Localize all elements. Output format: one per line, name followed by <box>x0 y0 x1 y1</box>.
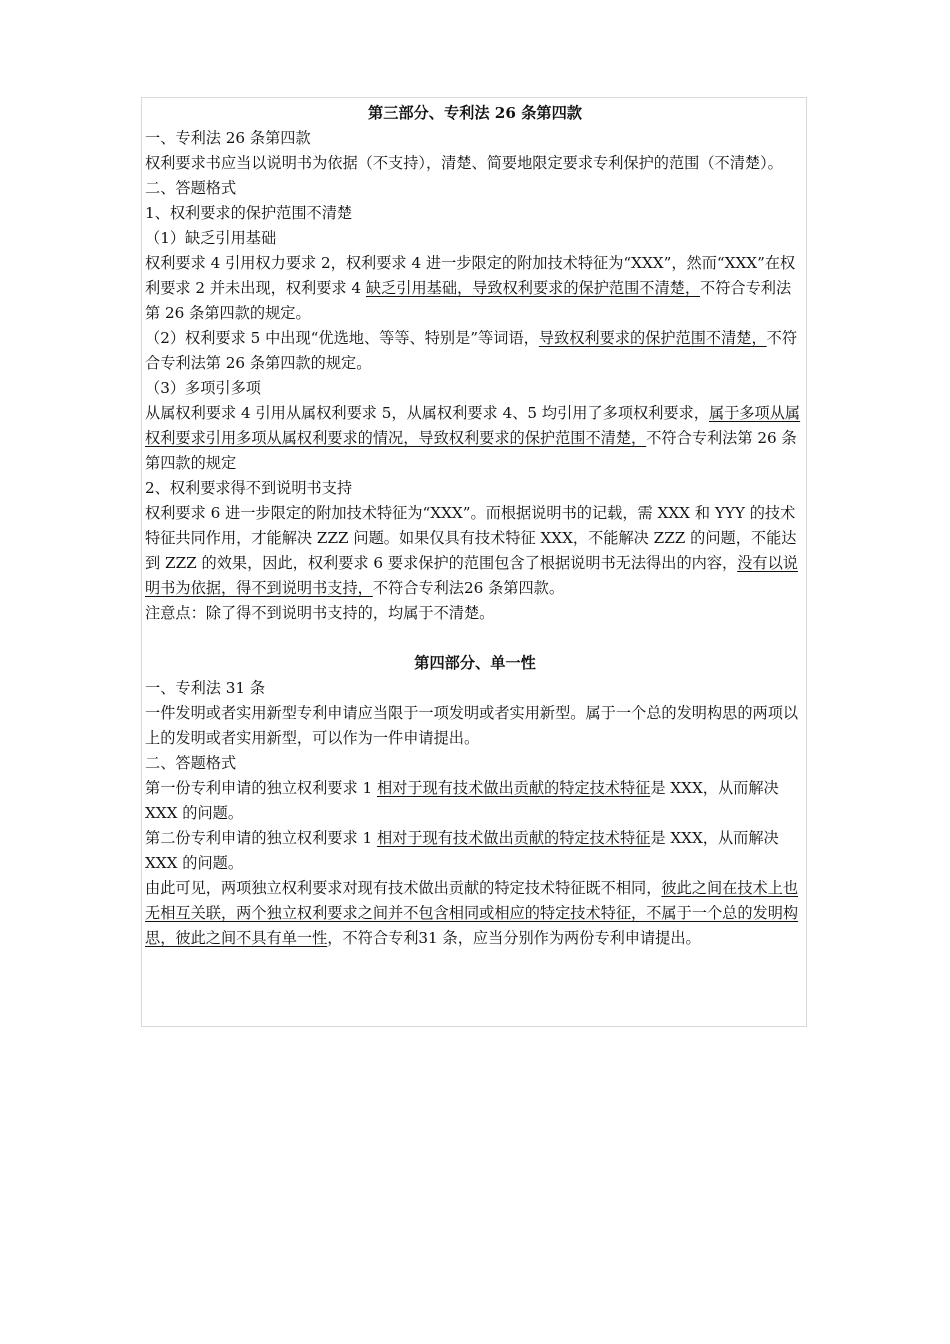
part3-case1-heading: （1）缺乏引用基础 <box>145 229 277 247</box>
part3-case1-underlined: 缺乏引用基础，导致权利要求的保护范围不清楚， <box>365 279 701 297</box>
part4-p3-underlined: 彼此之间在技术上也无相互关联，两个独立权利要求之间并不包含相同或相应的特定技术特征，不属于一个总的发明构思，彼此之间不具有单一性 <box>145 879 799 947</box>
part4-p1-underlined: 相对于现有技术做出贡献的特定技术特征 <box>376 779 651 797</box>
part4-p2-text-a: 第二份专利申请的独立权利要求 1 <box>145 829 377 847</box>
part4-p3-text-a: 由此可见，两项独立权利要求对现有技术做出贡献的特定技术特征既不相同， <box>145 879 662 897</box>
part3-case2-underlined: 导致权利要求的保护范围不清楚， <box>538 329 767 347</box>
part3-case3-underlined: 属于多项从属权利要求引用多项从属权利要求的情况，导致权利要求的保护范围不清楚， <box>145 404 801 447</box>
part4-p3-text-b: ，不符合专利31 条，应当分别作为两份专利申请提出。 <box>327 929 701 947</box>
part3-case3-heading: （3）多项引多项 <box>145 379 261 397</box>
part4-section1-heading: 一、专利法 31 条 <box>145 679 266 697</box>
part3-case2-paragraph <box>145 326 805 376</box>
part3-case1-text-a: 权利要求 4 引用权力要求 2，权利要求 4 进一步限定的附加技术特征为“XXX”，然而“XXX”在权利要求 2 并未出现，权利要求 4 <box>145 254 796 297</box>
part3-sub2-heading: 2、权利要求得不到说明书支持 <box>145 479 353 497</box>
part3-sub2-text-b: 不符合专利法26 条第四款。 <box>372 579 565 597</box>
part3-section1-text: 权利要求书应当以说明书为依据（不支持），清楚、简要地限定要求专利保护的范围（不清楚）。 <box>145 154 783 172</box>
part4-p2-text-b: 是 XXX，从而解决 XXX 的问题。 <box>145 829 779 872</box>
part3-sub2-underlined: 没有以说明书为依据，得不到说明书支持， <box>145 554 798 597</box>
part4-paragraph2 <box>145 826 805 876</box>
part4-title: 第四部分、单一性 <box>414 654 536 672</box>
part3-case2-text-a: （2）权利要求 5 中出现“优选地、等等、特别是”等词语， <box>145 329 539 347</box>
part3-section2-heading: 二、答题格式 <box>145 179 237 197</box>
part4-section1-text: 一件发明或者实用新型专利申请应当限于一项发明或者实用新型。属于一个总的发明构思的两项以上的发明或者实用新型，可以作为一件申请提出。 <box>145 704 799 747</box>
part4-paragraph3 <box>145 876 805 951</box>
part3-sub1-heading: 1、权利要求的保护范围不清楚 <box>145 204 353 222</box>
part3-case3-text-b: 不符合专利法第 26 条第四款的规定 <box>145 429 797 472</box>
document-body <box>145 101 805 951</box>
part4-p1-text-b: 是 XXX，从而解决 XXX 的问题。 <box>145 779 779 822</box>
part3-case3-text-a: 从属权利要求 4 引用从属权利要求 5，从属权利要求 4、5 均引用了多项权利要求， <box>145 404 709 422</box>
part3-sub2-paragraph <box>145 501 805 601</box>
part4-p2-underlined: 相对于现有技术做出贡献的特定技术特征 <box>376 829 651 847</box>
part3-title: 第三部分、专利法 26 条第四款 <box>368 104 582 122</box>
part3-sub2-text-a: 权利要求 6 进一步限定的附加技术特征为“XXX”。而根据说明书的记载，需 XXX 和 YYY 的技术特征共同作用，才能解决 ZZZ 问题。如果仅具有技术特征 XXX，不能解决 ZZZ 的问题，不能达到 ZZZ 的效果，因此，权利要求 6 要求保护的范围包含了根据说明书无法得出的内容， <box>145 504 797 572</box>
part3-case1-paragraph <box>145 251 805 326</box>
part4-section2-heading: 二、答题格式 <box>145 754 237 772</box>
section-spacer <box>145 626 805 651</box>
part4-paragraph1 <box>145 776 805 826</box>
part3-case2-text-b: 不符合专利法第 26 条第四款的规定。 <box>145 329 798 372</box>
part3-case1-text-b: 不符合专利法第 26 条第四款的规定。 <box>145 279 792 322</box>
part3-note: 注意点：除了得不到说明书支持的，均属于不清楚。 <box>145 604 495 622</box>
part3-case3-paragraph <box>145 401 805 476</box>
part3-section1-heading: 一、专利法 26 条第四款 <box>145 129 311 147</box>
part4-p1-text-a: 第一份专利申请的独立权利要求 1 <box>145 779 377 797</box>
